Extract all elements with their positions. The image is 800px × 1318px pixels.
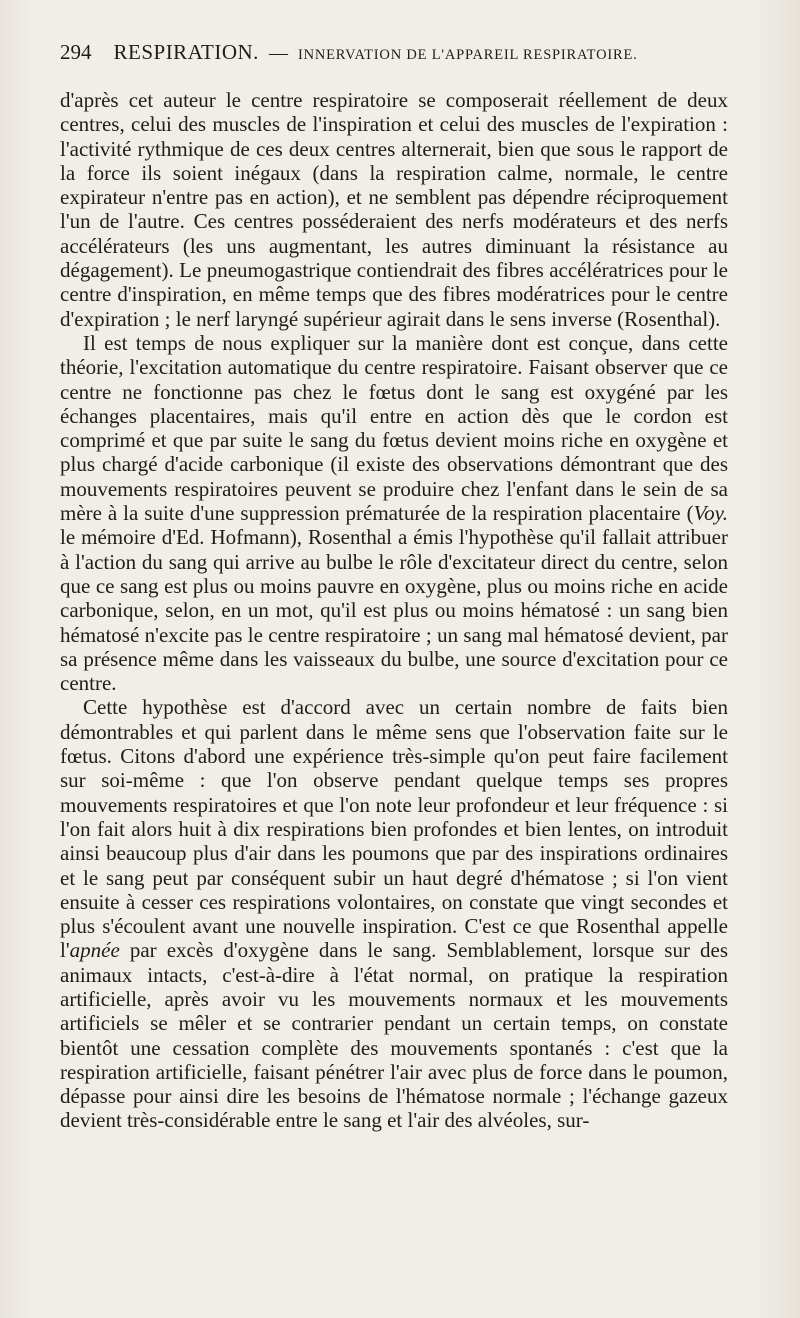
running-head-subtitle: INNERVATION DE L'APPAREIL RESPIRATOIRE. (297, 47, 638, 63)
paragraph-3-text-b: par excès d'oxygène dans le sang. Semblablement, lorsque sur des animaux intacts, c'est-à-dire à l'état normal, on pratique la respiration artificielle, après avoir vu les mouvements normaux et les mouvements artificiels se mêler et se contrarier pendant un certain temps, on constate bientôt une cessation complète des mouvements spontanés : c'est que la respiration artificielle, faisant pénétrer l'air avec plus de force dans le poumon, dépasse pour ainsi dire les besoins de l'hématose normale ; l'échange gazeux devient très-considérable entre le sang et l'air des alvéoles, sur- (60, 938, 728, 1133)
body-text (60, 88, 728, 1133)
paragraph-3 (60, 695, 728, 1132)
paragraph-2-text-b: le mémoire d'Ed. Hofmann), Rosenthal a émis l'hypothèse qu'il fallait attribuer à l'action du sang qui arrive au bulbe le rôle d'excitateur direct du centre, selon que ce sang est plus ou moins pauvre en oxygène, plus ou moins riche en acide carbonique, selon, en un mot, qu'il est plus ou moins hématosé : un sang bien hématosé n'excite pas le centre respiratoire ; un sang mal hématosé devient, par sa présence même dans les vaisseaux du bulbe, une source d'excitation pour ce centre. (60, 525, 728, 696)
running-head (60, 40, 728, 86)
paragraph-1-text: d'après cet auteur le centre respiratoire se composerait réellement de deux centres, celui des muscles de l'inspiration et celui des muscles de l'expiration : l'activité rythmique de ces deux centres alternerait, bien que sous le rapport de la force ils soient inégaux (dans la respiration calme, normale, le centre expirateur n'entre pas en action), et ne semblent pas dépendre réciproquement l'un de l'autre. Ces centres posséderaient des nerfs modérateurs et des nerfs accélérateurs (les uns augmentant, les autres diminuant la résistance au dégagement). Le pneumogastrique contiendrait des fibres accélératrices pour le centre d'inspiration, en même temps que des fibres modératrices pour le centre d'expiration ; le nerf laryngé supérieur agirait dans le sens inverse (Rosenthal). (60, 88, 728, 331)
page-number: 294 (60, 40, 92, 64)
running-head-dash: — (268, 43, 288, 64)
paragraph-2-italic-voy: Voy. (693, 501, 728, 526)
paragraph-2 (60, 331, 728, 695)
paragraph-2-text-a: Il est temps de nous expliquer sur la manière dont est conçue, dans cette théorie, l'excitation automatique du centre respiratoire. Faisant observer que ce centre ne fonctionne pas chez le fœtus dont le sang est oxygéné par les échanges placentaires, mais qu'il entre en action dès que le cordon est comprimé et que par suite le sang du fœtus devient moins riche en oxygène et plus chargé d'acide carbonique (il existe des observations démontrant que des mouvements respiratoires peuvent se produire chez l'enfant dans le sein de sa mère à la suite d'une suppression prématurée de la respiration placentaire ( (60, 330, 728, 526)
paragraph-1 (60, 88, 728, 331)
running-head-title: RESPIRATION. (113, 40, 259, 64)
paragraph-3-italic-apnee: apnée (69, 938, 120, 963)
paragraph-3-text-a: Cette hypothèse est d'accord avec un certain nombre de faits bien démontrables et qui parlent dans le même sens que l'observation faite sur le fœtus. Citons d'abord une expérience très-simple qu'on peut faire facilement sur soi-même : que l'on observe pendant quelque temps ses propres mouvements respiratoires et que l'on note leur profondeur et leur fréquence : si l'on fait alors huit à dix respirations bien profondes et bien lentes, on introduit ainsi beaucoup plus d'air dans les poumons que par des inspirations ordinaires et le sang peut par conséquent subir un haut degré d'hématose ; si l'on vient ensuite à cesser ces respirations volontaires, on constate que vingt secondes et plus s'écoulent avant une nouvelle inspiration. C'est ce que Rosenthal appelle l' (60, 695, 728, 963)
